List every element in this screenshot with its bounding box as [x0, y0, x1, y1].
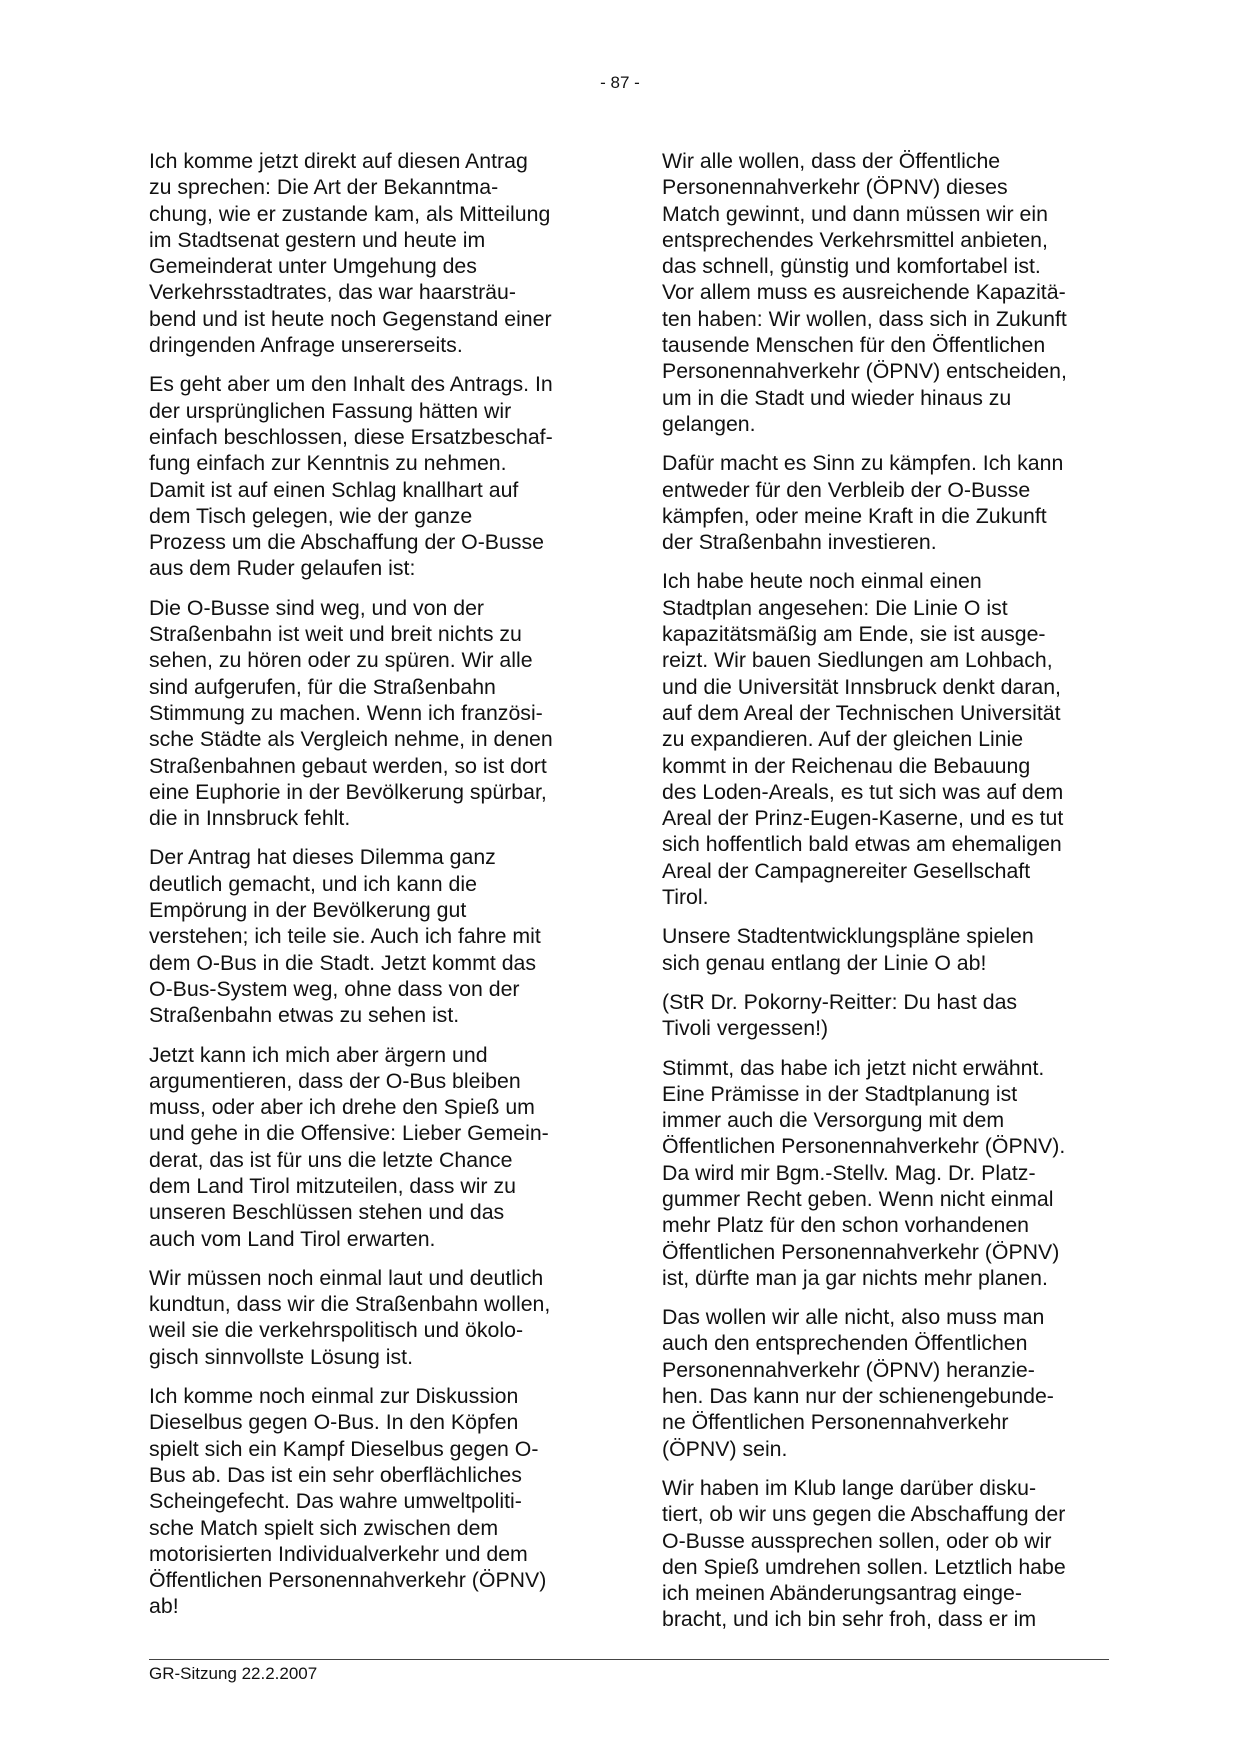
paragraph: Unsere Stadtentwicklungspläne spielen sich genau entlang der Linie O ab!	[662, 924, 1034, 975]
paragraph: Es geht aber um den Inhalt des Antrags. In der ursprünglichen Fassung hätten wir einfach beschlossen, diese Ersatzbeschaf- fung einfach zur Kenntnis zu nehmen. Damit ist auf einen Schlag knallhart auf dem Tisch gelegen, wie der ganze Prozess um die Abschaffung der O-Busse aus dem Ruder gelaufen ist:	[149, 372, 553, 581]
paragraph: Ich habe heute noch einmal einen Stadtplan angesehen: Die Linie O ist kapazitätsmäßig am Ende, sie ist ausge- reizt. Wir bauen Siedlungen am Lohbach, und die Universität Innsbruck denkt daran, auf dem Areal der Technischen Universität zu expandieren. Auf der gleichen Linie kommt in der Reichenau die Bebauung des Loden-Areals, es tut sich was auf dem Areal der Prinz-Eugen-Kaserne, und es tut sich hoffentlich bald etwas am ehemaligen Areal der Campagnereiter Gesellschaft Tirol.	[662, 569, 1064, 910]
paragraph: Die O-Busse sind weg, und von der Straßenbahn ist weit und breit nichts zu sehen, zu hören oder zu spüren. Wir alle sind aufgerufen, für die Straßenbahn Stimmung zu machen. Wenn ich französi- sche Städte als Vergleich nehme, in denen Straßenbahnen gebaut werden, so ist dort eine Euphorie in der Bevölkerung spürbar, die in Innsbruck fehlt.	[149, 595, 553, 831]
interjection: (StR Dr. Pokorny-Reitter: Du hast das Tivoli vergessen!)	[662, 989, 1018, 1041]
footer-session-date: GR-Sitzung 22.2.2007	[149, 1664, 318, 1683]
paragraph: Der Antrag hat dieses Dilemma ganz deutlich gemacht, und ich kann die Empörung in der Bevölkerung gut verstehen; ich teile sie. Auch ich fahre mit dem O-Bus in die Stadt. Jetzt kommt das O-Bus-System weg, ohne dass von der Straßenbahn etwas zu sehen ist.	[149, 845, 541, 1028]
right-column	[662, 148, 1122, 1646]
left-column	[149, 148, 597, 1633]
paragraph: Stimmt, das habe ich jetzt nicht erwähnt. Eine Prämisse in der Stadtplanung ist immer auch die Versorgung mit dem Öffentlichen Personennahverkehr (ÖPNV). Da wird mir Bgm.-Stellv. Mag. Dr. Platz- gummer Recht geben. Wenn nicht einmal mehr Platz für den schon vorhandenen Öffentlichen Personennahverkehr (ÖPNV) ist, dürfte man ja gar nichts mehr planen.	[662, 1055, 1066, 1290]
paragraph: Wir haben im Klub lange darüber disku- tiert, ob wir uns gegen die Abschaffung der O-Busse aussprechen sollen, oder ob wir den Spieß umdrehen sollen. Letztlich habe ich meinen Abänderungsantrag einge- bracht, und ich bin sehr froh, dass er im	[662, 1475, 1066, 1632]
paragraph: Wir müssen noch einmal laut und deutlich kundtun, dass wir die Straßenbahn wollen, weil sie die verkehrspolitisch und ökolo- gisch sinnvollste Lösung ist.	[149, 1265, 551, 1369]
paragraph: Ich komme jetzt direkt auf diesen Antrag zu sprechen: Die Art der Bekanntma- chung, wie er zustande kam, als Mitteilung im Stadtsenat gestern und heute im Gemeinderat unter Umgehung des Verkehrsstadtrates, das war haarsträu- bend und ist heute noch Gegenstand einer dringenden Anfrage unsererseits.	[149, 149, 552, 358]
page-number: - 87 -	[600, 73, 640, 92]
footer-divider	[149, 1659, 1109, 1660]
paragraph: Wir alle wollen, dass der Öffentliche Personennahverkehr (ÖPNV) dieses Match gewinnt, und dann müssen wir ein entsprechendes Verkehrsmittel anbieten, das schnell, günstig und komfortabel ist. Vor allem muss es ausreichende Kapazitä- ten haben: Wir wollen, dass sich in Zukunft tausende Menschen für den Öffentlichen Personennahverkehr (ÖPNV) entscheiden, um in die Stadt und wieder hinaus zu gelangen.	[662, 149, 1067, 436]
paragraph: Jetzt kann ich mich aber ärgern und argumentieren, dass der O-Bus bleiben muss, oder aber ich drehe den Spieß um und gehe in die Offensive: Lieber Gemein- derat, das ist für uns die letzte Chance dem Land Tirol mitzuteilen, dass wir zu unseren Beschlüssen stehen und das auch vom Land Tirol erwarten.	[149, 1042, 549, 1251]
paragraph: Das wollen wir alle nicht, also muss man auch den entsprechenden Öffentlichen Personennahverkehr (ÖPNV) heranzie- hen. Das kann nur der schienengebunde- ne Öffentlichen Personennahverkehr (ÖPNV) sein.	[662, 1305, 1054, 1461]
paragraph: Dafür macht es Sinn zu kämpfen. Ich kann entweder für den Verbleib der O-Busse kämpfen, oder meine Kraft in die Zukunft der Straßenbahn investieren.	[662, 451, 1064, 555]
paragraph: Ich komme noch einmal zur Diskussion Dieselbus gegen O-Bus. In den Köpfen spielt sich ein Kampf Dieselbus gegen O- Bus ab. Das ist ein sehr oberflächliches Scheingefecht. Das wahre umweltpoliti- sche Match spielt sich zwischen dem motorisierten Individualverkehr und dem Öffentlichen Personennahverkehr (ÖPNV) ab!	[149, 1384, 547, 1619]
